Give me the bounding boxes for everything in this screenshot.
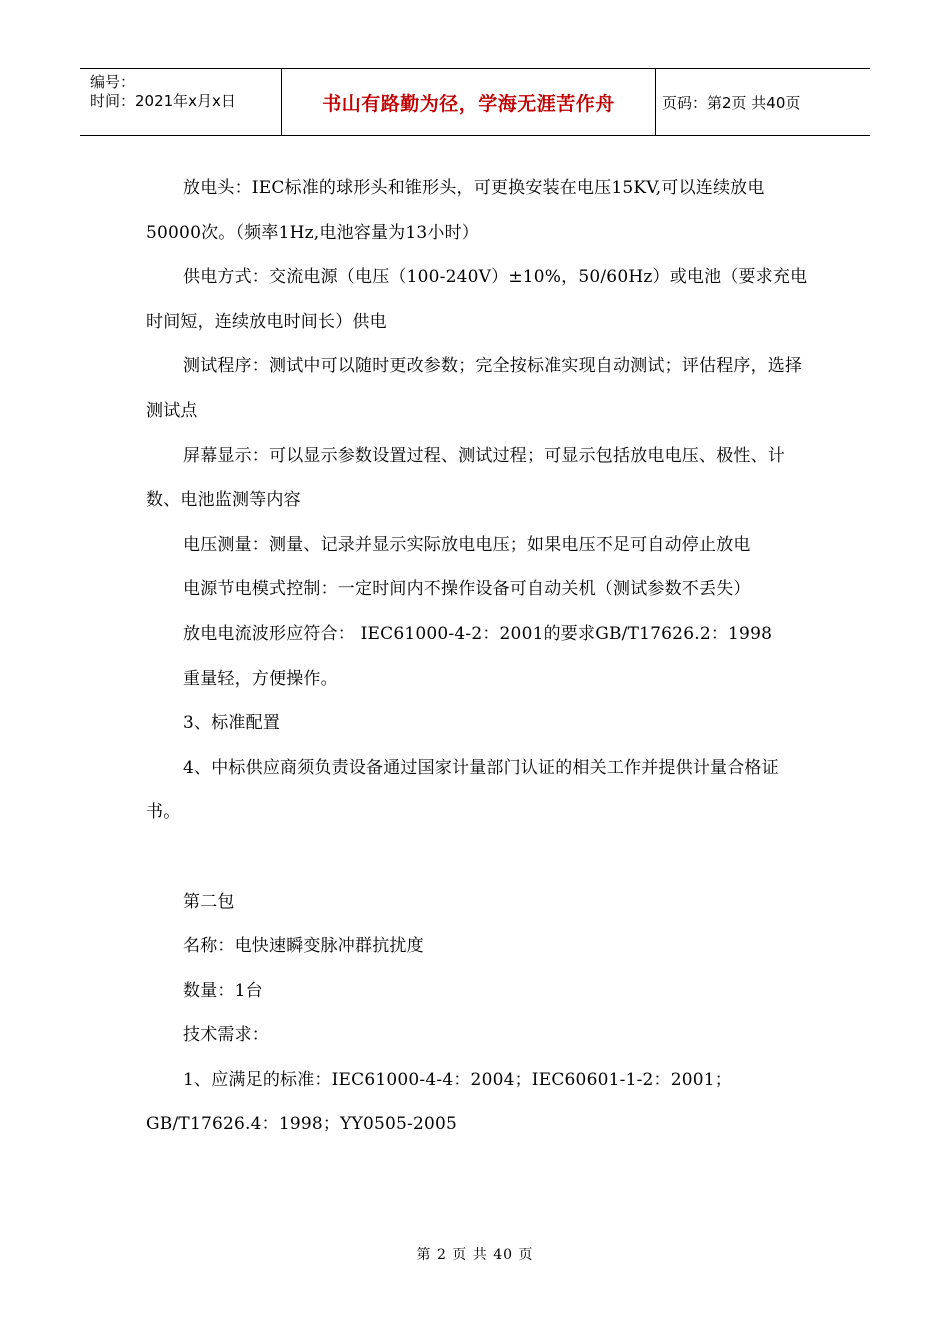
paragraph-voltage-measurement: 电压测量：测量、记录并显示实际放电电压；如果电压不足可自动停止放电 bbox=[183, 534, 751, 555]
paragraph-technical-requirements: 技术需求： bbox=[183, 1025, 269, 1046]
header-page-info: 页码：第2页 共40页 bbox=[662, 93, 801, 112]
paragraph-standards: 1、应满足的标准：IEC61000-4-4：2004；IEC60601-1-2：2001；GB/T17626.4：1998；YY0505-2005 bbox=[146, 1069, 733, 1135]
paragraph-weight: 重量轻，方便操作。 bbox=[183, 668, 338, 689]
header-motto: 书山有路勤为径，学海无涯苦作舟 bbox=[282, 69, 656, 135]
document-number-label: 编号： bbox=[90, 73, 136, 91]
paragraph-certification: 4、中标供应商须负责设备通过国家计量部门认证的相关工作并提供计量合格证书。 bbox=[146, 757, 779, 823]
paragraph-power-saving: 电源节电模式控制：一定时间内不操作设备可自动关机（测试参数不丢失） bbox=[183, 579, 751, 600]
paragraph-quantity: 数量：1台 bbox=[183, 980, 263, 1001]
header-meta bbox=[80, 69, 282, 135]
paragraph-standard-config: 3、标准配置 bbox=[183, 713, 281, 734]
page-header bbox=[80, 68, 870, 136]
document-body bbox=[146, 166, 811, 1147]
page-footer: 第 2 页 共 40 页 bbox=[416, 1247, 534, 1263]
paragraph-name: 名称：电快速瞬变脉冲群抗扰度 bbox=[183, 936, 424, 957]
paragraph-waveform: 放电电流波形应符合： IEC61000-4-2：2001的要求GB/T17626.2：1998 bbox=[183, 623, 773, 644]
paragraph-power-supply: 供电方式：交流电源（电压（100-240V）±10%，50/60Hz）或电池（要求充电时间短，连续放电时间长）供电 bbox=[146, 267, 808, 332]
section-heading-package-two: 第二包 bbox=[183, 891, 235, 912]
document-date-label: 时间：2021年x月x日 bbox=[90, 92, 236, 110]
paragraph-screen-display: 屏幕显示：可以显示参数设置过程、测试过程；可显示包括放电电压、极性、计数、电池监测等内容 bbox=[146, 445, 785, 511]
blank-line bbox=[146, 835, 811, 880]
paragraph-discharge-head: 放电头：IEC标准的球形头和锥形头，可更换安装在电压15KV,可以连续放电50000次。（频率1Hz,电池容量为13小时） bbox=[146, 178, 765, 243]
paragraph-test-program: 测试程序：测试中可以随时更改参数；完全按标准实现自动测试；评估程序，选择测试点 bbox=[146, 356, 803, 421]
